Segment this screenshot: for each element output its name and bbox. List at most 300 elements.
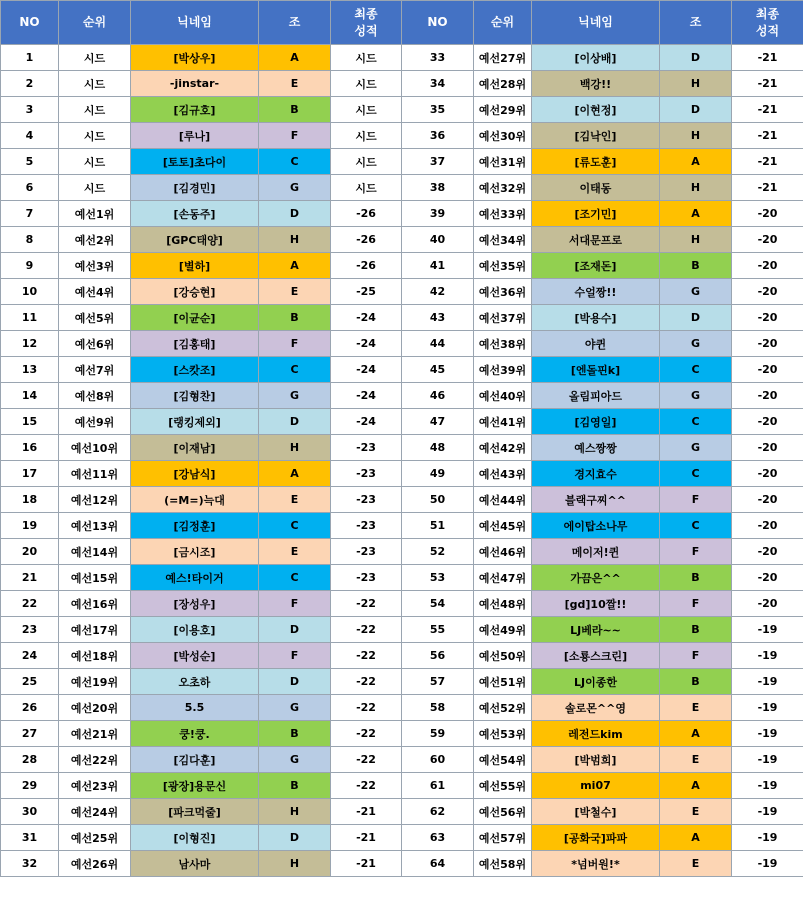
- table-row: [1, 45, 803, 71]
- final-score-cell: -21: [732, 71, 803, 97]
- header-no-right: NO: [402, 1, 474, 45]
- nickname-cell: 블랙구찌^^: [532, 487, 660, 513]
- nickname-cell: [GPC태양]: [131, 227, 259, 253]
- final-score-cell: 시드: [331, 45, 402, 71]
- final-score-cell: -26: [331, 253, 402, 279]
- table-header: [1, 1, 803, 45]
- group-cell: A: [259, 45, 331, 71]
- group-cell: F: [259, 123, 331, 149]
- nickname-cell: 남사마: [131, 851, 259, 877]
- final-score-cell: -20: [732, 409, 803, 435]
- no-cell: 39: [402, 201, 474, 227]
- rank-cell: 예선12위: [59, 487, 131, 513]
- nickname-cell: 쿵!쿵.: [131, 721, 259, 747]
- table-row: [1, 97, 803, 123]
- no-cell: 27: [1, 721, 59, 747]
- no-cell: 7: [1, 201, 59, 227]
- final-score-cell: -23: [331, 565, 402, 591]
- rank-cell: 예선33위: [474, 201, 532, 227]
- no-cell: 15: [1, 409, 59, 435]
- nickname-cell: 올림피아드: [532, 383, 660, 409]
- group-cell: G: [660, 279, 732, 305]
- rank-cell: 예선31위: [474, 149, 532, 175]
- table-row: [1, 383, 803, 409]
- group-cell: G: [660, 383, 732, 409]
- final-score-cell: -21: [331, 851, 402, 877]
- table-row: [1, 331, 803, 357]
- group-cell: E: [660, 799, 732, 825]
- table-body: [1, 45, 803, 877]
- final-score-cell: -23: [331, 539, 402, 565]
- nickname-cell: [박성순]: [131, 643, 259, 669]
- group-cell: H: [259, 851, 331, 877]
- final-score-cell: 시드: [331, 123, 402, 149]
- nickname-cell: [소룡스크린]: [532, 643, 660, 669]
- group-cell: G: [259, 695, 331, 721]
- group-cell: B: [259, 97, 331, 123]
- no-cell: 21: [1, 565, 59, 591]
- no-cell: 4: [1, 123, 59, 149]
- no-cell: 10: [1, 279, 59, 305]
- final-score-cell: -20: [732, 331, 803, 357]
- rank-cell: 예선10위: [59, 435, 131, 461]
- rank-cell: 예선35위: [474, 253, 532, 279]
- rank-cell: 예선55위: [474, 773, 532, 799]
- group-cell: D: [259, 409, 331, 435]
- no-cell: 8: [1, 227, 59, 253]
- group-cell: A: [660, 201, 732, 227]
- nickname-cell: 메이저!퀸: [532, 539, 660, 565]
- group-cell: F: [660, 591, 732, 617]
- final-score-cell: -22: [331, 773, 402, 799]
- group-cell: A: [660, 721, 732, 747]
- nickname-cell: LJ베라~~: [532, 617, 660, 643]
- final-score-cell: -20: [732, 383, 803, 409]
- group-cell: E: [259, 539, 331, 565]
- final-score-cell: -23: [331, 513, 402, 539]
- rank-cell: 예선56위: [474, 799, 532, 825]
- table-row: [1, 825, 803, 851]
- no-cell: 12: [1, 331, 59, 357]
- nickname-cell: [이재남]: [131, 435, 259, 461]
- no-cell: 45: [402, 357, 474, 383]
- no-cell: 44: [402, 331, 474, 357]
- rank-cell: 예선50위: [474, 643, 532, 669]
- nickname-cell: mi07: [532, 773, 660, 799]
- final-score-cell: -23: [331, 461, 402, 487]
- group-cell: G: [259, 175, 331, 201]
- group-cell: B: [660, 565, 732, 591]
- final-score-cell: -19: [732, 851, 803, 877]
- nickname-cell: 경지효수: [532, 461, 660, 487]
- rank-cell: 예선23위: [59, 773, 131, 799]
- no-cell: 52: [402, 539, 474, 565]
- final-score-cell: -20: [732, 591, 803, 617]
- no-cell: 53: [402, 565, 474, 591]
- rank-cell: 예선15위: [59, 565, 131, 591]
- nickname-cell: (=M=)늑대: [131, 487, 259, 513]
- final-score-cell: -20: [732, 565, 803, 591]
- rank-cell: 예선42위: [474, 435, 532, 461]
- nickname-cell: [박상우]: [131, 45, 259, 71]
- rank-cell: 예선58위: [474, 851, 532, 877]
- rank-cell: 예선25위: [59, 825, 131, 851]
- nickname-cell: [김영일]: [532, 409, 660, 435]
- nickname-cell: [박범희]: [532, 747, 660, 773]
- no-cell: 32: [1, 851, 59, 877]
- group-cell: C: [259, 149, 331, 175]
- header-group-left: 조: [259, 1, 331, 45]
- rank-cell: 예선1위: [59, 201, 131, 227]
- rank-cell: 예선5위: [59, 305, 131, 331]
- rank-cell: 예선52위: [474, 695, 532, 721]
- final-score-cell: -21: [732, 149, 803, 175]
- group-cell: C: [660, 461, 732, 487]
- table-row: [1, 409, 803, 435]
- final-score-cell: 시드: [331, 175, 402, 201]
- group-cell: F: [660, 539, 732, 565]
- final-score-cell: -19: [732, 695, 803, 721]
- nickname-cell: [토토]초다이: [131, 149, 259, 175]
- group-cell: E: [660, 695, 732, 721]
- no-cell: 2: [1, 71, 59, 97]
- rank-cell: 예선38위: [474, 331, 532, 357]
- no-cell: 23: [1, 617, 59, 643]
- table-row: [1, 513, 803, 539]
- group-cell: D: [259, 617, 331, 643]
- no-cell: 50: [402, 487, 474, 513]
- group-cell: F: [660, 643, 732, 669]
- final-score-cell: -19: [732, 799, 803, 825]
- no-cell: 36: [402, 123, 474, 149]
- no-cell: 58: [402, 695, 474, 721]
- rank-cell: 예선40위: [474, 383, 532, 409]
- rank-cell: 예선53위: [474, 721, 532, 747]
- no-cell: 19: [1, 513, 59, 539]
- rank-cell: 예선51위: [474, 669, 532, 695]
- table-row: [1, 201, 803, 227]
- header-row: [1, 1, 803, 45]
- group-cell: E: [660, 747, 732, 773]
- no-cell: 41: [402, 253, 474, 279]
- no-cell: 42: [402, 279, 474, 305]
- group-cell: H: [660, 71, 732, 97]
- final-score-cell: -24: [331, 357, 402, 383]
- nickname-cell: 레전드kim: [532, 721, 660, 747]
- nickname-cell: 예스짱짱: [532, 435, 660, 461]
- nickname-cell: [이형진]: [131, 825, 259, 851]
- final-score-cell: -22: [331, 643, 402, 669]
- group-cell: H: [660, 123, 732, 149]
- table-row: [1, 591, 803, 617]
- no-cell: 31: [1, 825, 59, 851]
- nickname-cell: *넘버원!*: [532, 851, 660, 877]
- no-cell: 54: [402, 591, 474, 617]
- no-cell: 1: [1, 45, 59, 71]
- group-cell: F: [259, 643, 331, 669]
- nickname-cell: 에이탑소나무: [532, 513, 660, 539]
- rank-cell: 예선36위: [474, 279, 532, 305]
- rank-cell: 시드: [59, 149, 131, 175]
- group-cell: E: [259, 71, 331, 97]
- no-cell: 3: [1, 97, 59, 123]
- no-cell: 46: [402, 383, 474, 409]
- rank-cell: 예선8위: [59, 383, 131, 409]
- rank-cell: 예선45위: [474, 513, 532, 539]
- header-nickname-right: 닉네임: [532, 1, 660, 45]
- no-cell: 64: [402, 851, 474, 877]
- rank-cell: 예선39위: [474, 357, 532, 383]
- nickname-cell: 가끔은^^: [532, 565, 660, 591]
- rank-cell: 예선22위: [59, 747, 131, 773]
- group-cell: B: [259, 721, 331, 747]
- group-cell: G: [259, 383, 331, 409]
- final-score-cell: -20: [732, 539, 803, 565]
- rank-cell: 예선54위: [474, 747, 532, 773]
- no-cell: 40: [402, 227, 474, 253]
- nickname-cell: 수얼짱!!: [532, 279, 660, 305]
- no-cell: 13: [1, 357, 59, 383]
- no-cell: 61: [402, 773, 474, 799]
- no-cell: 62: [402, 799, 474, 825]
- final-score-cell: -19: [732, 721, 803, 747]
- rank-cell: 시드: [59, 175, 131, 201]
- group-cell: D: [259, 825, 331, 851]
- final-score-cell: -24: [331, 305, 402, 331]
- group-cell: D: [660, 97, 732, 123]
- rank-cell: 시드: [59, 97, 131, 123]
- table-row: [1, 149, 803, 175]
- nickname-cell: [루나]: [131, 123, 259, 149]
- final-score-cell: -22: [331, 695, 402, 721]
- nickname-cell: [손동주]: [131, 201, 259, 227]
- table-row: [1, 851, 803, 877]
- table-row: [1, 253, 803, 279]
- table-row: [1, 721, 803, 747]
- nickname-cell: [랭킹제외]: [131, 409, 259, 435]
- no-cell: 57: [402, 669, 474, 695]
- final-score-cell: -21: [732, 45, 803, 71]
- rank-cell: 예선32위: [474, 175, 532, 201]
- final-score-cell: -21: [732, 175, 803, 201]
- rank-cell: 예선28위: [474, 71, 532, 97]
- rank-cell: 시드: [59, 123, 131, 149]
- table-row: [1, 617, 803, 643]
- final-score-cell: -19: [732, 773, 803, 799]
- rank-cell: 예선9위: [59, 409, 131, 435]
- group-cell: A: [259, 461, 331, 487]
- nickname-cell: [강승현]: [131, 279, 259, 305]
- group-cell: B: [660, 617, 732, 643]
- group-cell: G: [259, 747, 331, 773]
- group-cell: G: [660, 331, 732, 357]
- nickname-cell: [이균순]: [131, 305, 259, 331]
- nickname-cell: [조재돈]: [532, 253, 660, 279]
- nickname-cell: [장성우]: [131, 591, 259, 617]
- group-cell: C: [660, 513, 732, 539]
- no-cell: 18: [1, 487, 59, 513]
- nickname-cell: [별하]: [131, 253, 259, 279]
- rank-cell: 예선43위: [474, 461, 532, 487]
- no-cell: 11: [1, 305, 59, 331]
- nickname-cell: [이현정]: [532, 97, 660, 123]
- group-cell: G: [660, 435, 732, 461]
- table-row: [1, 305, 803, 331]
- group-cell: C: [259, 513, 331, 539]
- nickname-cell: [광장]용문신: [131, 773, 259, 799]
- nickname-cell: [김규호]: [131, 97, 259, 123]
- rank-cell: 예선11위: [59, 461, 131, 487]
- nickname-cell: [김정훈]: [131, 513, 259, 539]
- rank-cell: 예선27위: [474, 45, 532, 71]
- group-cell: D: [660, 45, 732, 71]
- nickname-cell: 이태동: [532, 175, 660, 201]
- rank-cell: 예선26위: [59, 851, 131, 877]
- table-row: [1, 227, 803, 253]
- nickname-cell: 예스!타이거: [131, 565, 259, 591]
- rank-cell: 예선41위: [474, 409, 532, 435]
- nickname-cell: 오초하: [131, 669, 259, 695]
- final-score-cell: 시드: [331, 71, 402, 97]
- final-score-cell: -19: [732, 747, 803, 773]
- group-cell: A: [660, 825, 732, 851]
- nickname-cell: [김낙인]: [532, 123, 660, 149]
- nickname-cell: 서대문프로: [532, 227, 660, 253]
- group-cell: H: [660, 175, 732, 201]
- nickname-cell: [김형찬]: [131, 383, 259, 409]
- nickname-cell: 야퀸: [532, 331, 660, 357]
- group-cell: E: [259, 487, 331, 513]
- nickname-cell: [이용호]: [131, 617, 259, 643]
- table-row: [1, 695, 803, 721]
- final-score-cell: -21: [331, 825, 402, 851]
- group-cell: B: [259, 305, 331, 331]
- final-score-cell: -22: [331, 669, 402, 695]
- no-cell: 34: [402, 71, 474, 97]
- table-row: [1, 747, 803, 773]
- final-score-cell: -22: [331, 617, 402, 643]
- final-score-cell: -21: [331, 799, 402, 825]
- no-cell: 30: [1, 799, 59, 825]
- no-cell: 60: [402, 747, 474, 773]
- table-row: [1, 799, 803, 825]
- group-cell: B: [660, 669, 732, 695]
- header-group-right: 조: [660, 1, 732, 45]
- no-cell: 33: [402, 45, 474, 71]
- rank-cell: 예선44위: [474, 487, 532, 513]
- rank-cell: 시드: [59, 45, 131, 71]
- nickname-cell: [박철수]: [532, 799, 660, 825]
- rank-cell: 예선17위: [59, 617, 131, 643]
- group-cell: D: [660, 305, 732, 331]
- group-cell: H: [259, 435, 331, 461]
- table-row: [1, 357, 803, 383]
- no-cell: 47: [402, 409, 474, 435]
- header-final-score-right: 최종 성적: [732, 1, 803, 45]
- final-score-cell: -24: [331, 409, 402, 435]
- rank-cell: 예선24위: [59, 799, 131, 825]
- final-score-cell: 시드: [331, 97, 402, 123]
- group-cell: E: [259, 279, 331, 305]
- no-cell: 26: [1, 695, 59, 721]
- final-score-cell: -20: [732, 357, 803, 383]
- rank-cell: 예선19위: [59, 669, 131, 695]
- no-cell: 6: [1, 175, 59, 201]
- no-cell: 59: [402, 721, 474, 747]
- nickname-cell: 백강!!: [532, 71, 660, 97]
- group-cell: F: [259, 331, 331, 357]
- final-score-cell: -20: [732, 305, 803, 331]
- rank-cell: 예선7위: [59, 357, 131, 383]
- no-cell: 56: [402, 643, 474, 669]
- header-nickname-left: 닉네임: [131, 1, 259, 45]
- rank-cell: 예선34위: [474, 227, 532, 253]
- final-score-cell: -26: [331, 201, 402, 227]
- final-score-cell: 시드: [331, 149, 402, 175]
- nickname-cell: [gd]10짤!!: [532, 591, 660, 617]
- rank-cell: 예선2위: [59, 227, 131, 253]
- rank-cell: 예선29위: [474, 97, 532, 123]
- group-cell: C: [660, 409, 732, 435]
- group-cell: A: [259, 253, 331, 279]
- no-cell: 51: [402, 513, 474, 539]
- nickname-cell: [스캇조]: [131, 357, 259, 383]
- group-cell: A: [660, 773, 732, 799]
- nickname-cell: [김홍태]: [131, 331, 259, 357]
- rank-cell: 예선13위: [59, 513, 131, 539]
- no-cell: 20: [1, 539, 59, 565]
- no-cell: 49: [402, 461, 474, 487]
- no-cell: 14: [1, 383, 59, 409]
- nickname-cell: [공화국]파파: [532, 825, 660, 851]
- final-score-cell: -20: [732, 227, 803, 253]
- table-row: [1, 123, 803, 149]
- rank-cell: 예선20위: [59, 695, 131, 721]
- nickname-cell: [이상배]: [532, 45, 660, 71]
- final-score-cell: -26: [331, 227, 402, 253]
- no-cell: 5: [1, 149, 59, 175]
- no-cell: 48: [402, 435, 474, 461]
- no-cell: 22: [1, 591, 59, 617]
- group-cell: C: [259, 565, 331, 591]
- final-score-cell: -19: [732, 617, 803, 643]
- nickname-cell: [김다훈]: [131, 747, 259, 773]
- rank-cell: 예선57위: [474, 825, 532, 851]
- rank-cell: 예선48위: [474, 591, 532, 617]
- no-cell: 37: [402, 149, 474, 175]
- group-cell: F: [660, 487, 732, 513]
- final-score-cell: -20: [732, 253, 803, 279]
- group-cell: D: [259, 669, 331, 695]
- table-row: [1, 461, 803, 487]
- final-score-cell: -24: [331, 383, 402, 409]
- rank-cell: 예선18위: [59, 643, 131, 669]
- group-cell: H: [259, 799, 331, 825]
- no-cell: 28: [1, 747, 59, 773]
- final-score-cell: -20: [732, 201, 803, 227]
- nickname-cell: -jinstar-: [131, 71, 259, 97]
- header-rank-left: 순위: [59, 1, 131, 45]
- rank-cell: 예선4위: [59, 279, 131, 305]
- final-score-cell: -19: [732, 669, 803, 695]
- nickname-cell: [박용수]: [532, 305, 660, 331]
- group-cell: H: [259, 227, 331, 253]
- group-cell: E: [660, 851, 732, 877]
- group-cell: C: [660, 357, 732, 383]
- table-row: [1, 71, 803, 97]
- final-score-cell: -22: [331, 591, 402, 617]
- final-score-cell: -20: [732, 513, 803, 539]
